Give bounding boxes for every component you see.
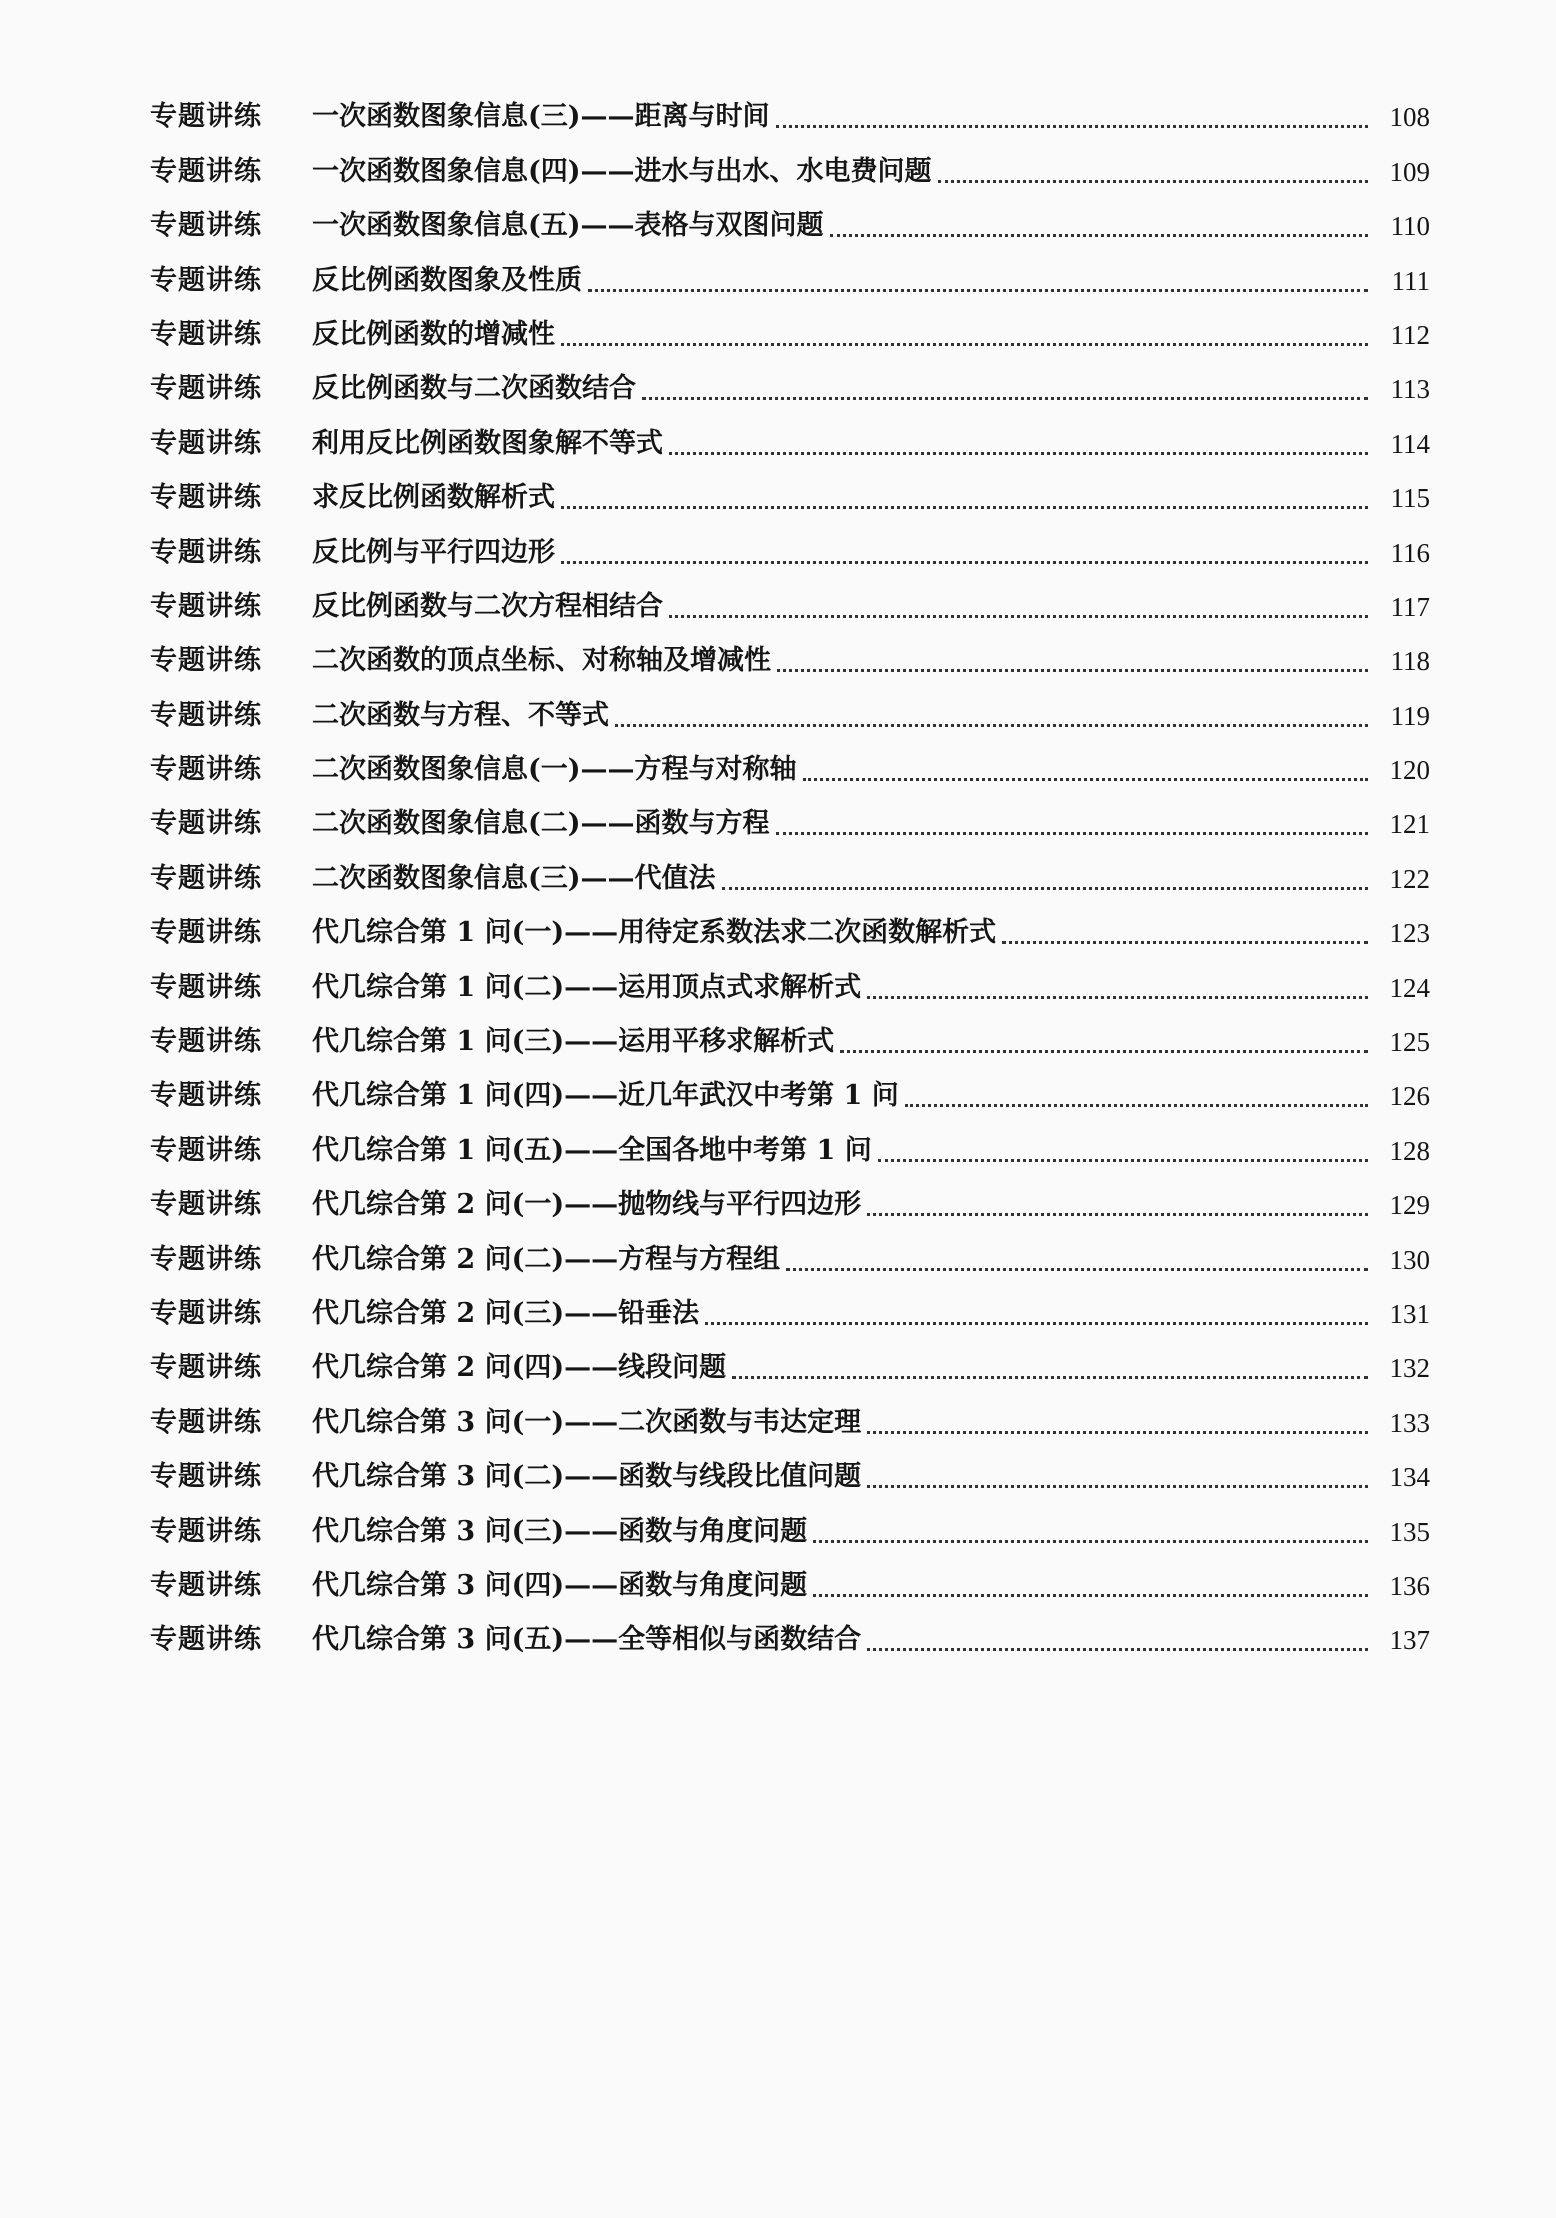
toc-entry-title: 反比例函数图象及性质 bbox=[312, 264, 582, 296]
dot-leader bbox=[803, 778, 1368, 781]
toc-entry-title: 代几综合第 3 问(四)——函数与角度问题 bbox=[312, 1569, 808, 1601]
toc-entry-label: 专题讲练 bbox=[150, 590, 262, 622]
toc-entry[interactable] bbox=[150, 634, 1430, 688]
toc-entry[interactable] bbox=[150, 416, 1430, 470]
toc-entry-label: 专题讲练 bbox=[150, 971, 262, 1003]
toc-entry[interactable] bbox=[150, 1069, 1430, 1123]
dot-leader bbox=[867, 1648, 1368, 1651]
toc-entry-page-number: 131 bbox=[1389, 1298, 1430, 1329]
toc-entry-label: 专题讲练 bbox=[150, 754, 262, 786]
toc-entry-page-number: 125 bbox=[1389, 1027, 1430, 1058]
toc-entry-page-number: 115 bbox=[1390, 483, 1430, 514]
toc-entry-label: 专题讲练 bbox=[150, 1080, 262, 1112]
toc-entry-title: 二次函数图象信息(三)——代值法 bbox=[312, 862, 716, 894]
toc-entry-label: 专题讲练 bbox=[150, 482, 262, 514]
toc-entry-title: 利用反比例函数图象解不等式 bbox=[312, 427, 663, 459]
toc-entry-page-number: 132 bbox=[1389, 1353, 1430, 1384]
toc-entry-label: 专题讲练 bbox=[150, 155, 262, 187]
toc-entry-title: 二次函数与方程、不等式 bbox=[312, 699, 609, 731]
dot-leader bbox=[867, 1485, 1368, 1488]
toc-entry-title: 反比例函数与二次方程相结合 bbox=[312, 590, 663, 622]
toc-entry-title: 反比例与平行四边形 bbox=[312, 536, 555, 568]
toc-entry[interactable] bbox=[150, 308, 1430, 362]
toc-entry-title: 代几综合第 2 问(二)——方程与方程组 bbox=[312, 1243, 781, 1275]
toc-entry-label: 专题讲练 bbox=[150, 1189, 262, 1221]
dot-leader bbox=[588, 289, 1368, 292]
toc-entry-label: 专题讲练 bbox=[150, 1026, 262, 1058]
toc-entry[interactable] bbox=[150, 1123, 1430, 1177]
toc-entry-page-number: 135 bbox=[1389, 1516, 1430, 1547]
toc-entry-page-number: 109 bbox=[1389, 156, 1430, 187]
toc-entry-page-number: 137 bbox=[1389, 1625, 1430, 1656]
dot-leader bbox=[776, 832, 1368, 835]
toc-entry[interactable] bbox=[150, 525, 1430, 579]
dot-leader bbox=[1002, 941, 1368, 944]
toc-entry-label: 专题讲练 bbox=[150, 808, 262, 840]
toc-entry-label: 专题讲练 bbox=[150, 917, 262, 949]
toc-entry-label: 专题讲练 bbox=[150, 862, 262, 894]
toc-entry-page-number: 120 bbox=[1389, 755, 1430, 786]
toc-entry-page-number: 124 bbox=[1389, 972, 1430, 1003]
dot-leader bbox=[705, 1322, 1368, 1325]
toc-entry-title: 代几综合第 2 问(四)——线段问题 bbox=[312, 1352, 727, 1384]
toc-entry-label: 专题讲练 bbox=[150, 1624, 262, 1656]
dot-leader bbox=[786, 1268, 1368, 1271]
toc-entry-label: 专题讲练 bbox=[150, 264, 262, 296]
toc-entry-page-number: 110 bbox=[1390, 211, 1430, 242]
toc-entry-page-number: 114 bbox=[1390, 428, 1430, 459]
table-of-contents bbox=[150, 90, 1430, 1667]
toc-entry-title: 代几综合第 3 问(一)——二次函数与韦达定理 bbox=[312, 1406, 862, 1438]
toc-entry[interactable] bbox=[150, 1613, 1430, 1667]
toc-entry-page-number: 129 bbox=[1389, 1190, 1430, 1221]
toc-entry-page-number: 133 bbox=[1389, 1407, 1430, 1438]
toc-entry-title: 代几综合第 1 问(一)——用待定系数法求二次函数解析式 bbox=[312, 917, 997, 949]
toc-entry-label: 专题讲练 bbox=[150, 373, 262, 405]
toc-entry[interactable] bbox=[150, 1015, 1430, 1069]
toc-entry-title: 一次函数图象信息(五)——表格与双图问题 bbox=[312, 210, 824, 242]
toc-entry[interactable] bbox=[150, 1504, 1430, 1558]
toc-entry-title: 二次函数图象信息(二)——函数与方程 bbox=[312, 808, 770, 840]
toc-entry-page-number: 117 bbox=[1390, 591, 1430, 622]
toc-entry[interactable] bbox=[150, 1450, 1430, 1504]
toc-entry[interactable] bbox=[150, 1559, 1430, 1613]
toc-entry[interactable] bbox=[150, 1232, 1430, 1286]
toc-entry-page-number: 121 bbox=[1389, 809, 1430, 840]
dot-leader bbox=[878, 1159, 1368, 1162]
dot-leader bbox=[813, 1594, 1368, 1597]
toc-entry[interactable] bbox=[150, 253, 1430, 307]
toc-entry-label: 专题讲练 bbox=[150, 427, 262, 459]
dot-leader bbox=[561, 561, 1368, 564]
toc-entry-label: 专题讲练 bbox=[150, 1461, 262, 1493]
toc-entry-page-number: 116 bbox=[1390, 537, 1430, 568]
toc-entry-page-number: 119 bbox=[1390, 700, 1430, 731]
toc-entry-title: 代几综合第 1 问(二)——运用顶点式求解析式 bbox=[312, 971, 862, 1003]
toc-entry-page-number: 111 bbox=[1391, 265, 1430, 296]
toc-entry-title: 反比例函数的增减性 bbox=[312, 318, 555, 350]
dot-leader bbox=[777, 669, 1368, 672]
toc-entry-page-number: 122 bbox=[1389, 863, 1430, 894]
toc-entry-page-number: 134 bbox=[1389, 1462, 1430, 1493]
toc-entry[interactable] bbox=[150, 199, 1430, 253]
toc-entry-label: 专题讲练 bbox=[150, 101, 262, 133]
toc-entry[interactable] bbox=[150, 851, 1430, 905]
toc-entry-label: 专题讲练 bbox=[150, 1352, 262, 1384]
toc-entry-title: 求反比例函数解析式 bbox=[312, 482, 555, 514]
dot-leader bbox=[867, 1431, 1368, 1434]
dot-leader bbox=[905, 1104, 1368, 1107]
dot-leader bbox=[615, 724, 1368, 727]
toc-entry-title: 代几综合第 2 问(一)——抛物线与平行四边形 bbox=[312, 1189, 862, 1221]
dot-leader bbox=[840, 1050, 1368, 1053]
toc-entry[interactable] bbox=[150, 960, 1430, 1014]
toc-entry[interactable] bbox=[150, 743, 1430, 797]
toc-entry-label: 专题讲练 bbox=[150, 1569, 262, 1601]
toc-entry-page-number: 130 bbox=[1389, 1244, 1430, 1275]
toc-entry-label: 专题讲练 bbox=[150, 1515, 262, 1547]
toc-entry-label: 专题讲练 bbox=[150, 1297, 262, 1329]
dot-leader bbox=[561, 343, 1368, 346]
toc-entry-label: 专题讲练 bbox=[150, 210, 262, 242]
toc-entry[interactable] bbox=[150, 1287, 1430, 1341]
toc-entry-page-number: 123 bbox=[1389, 918, 1430, 949]
dot-leader bbox=[732, 1376, 1368, 1379]
dot-leader bbox=[867, 996, 1368, 999]
toc-entry-title: 一次函数图象信息(四)——进水与出水、水电费问题 bbox=[312, 155, 932, 187]
toc-entry-label: 专题讲练 bbox=[150, 699, 262, 731]
toc-entry[interactable] bbox=[150, 90, 1430, 144]
toc-entry-title: 代几综合第 1 问(四)——近几年武汉中考第 1 问 bbox=[312, 1080, 899, 1112]
toc-entry[interactable] bbox=[150, 580, 1430, 634]
toc-entry-page-number: 128 bbox=[1389, 1135, 1430, 1166]
toc-entry-label: 专题讲练 bbox=[150, 536, 262, 568]
toc-entry[interactable] bbox=[150, 906, 1430, 960]
toc-entry[interactable] bbox=[150, 1178, 1430, 1232]
toc-entry-label: 专题讲练 bbox=[150, 645, 262, 677]
toc-entry[interactable] bbox=[150, 144, 1430, 198]
toc-entry-title: 反比例函数与二次函数结合 bbox=[312, 373, 636, 405]
toc-entry-page-number: 126 bbox=[1389, 1081, 1430, 1112]
toc-entry[interactable] bbox=[150, 1395, 1430, 1449]
toc-entry-label: 专题讲练 bbox=[150, 1406, 262, 1438]
dot-leader bbox=[722, 887, 1368, 890]
dot-leader bbox=[561, 506, 1368, 509]
toc-entry[interactable] bbox=[150, 471, 1430, 525]
dot-leader bbox=[830, 234, 1368, 237]
toc-entry-page-number: 136 bbox=[1389, 1570, 1430, 1601]
toc-entry-label: 专题讲练 bbox=[150, 318, 262, 350]
dot-leader bbox=[669, 615, 1368, 618]
toc-entry-label: 专题讲练 bbox=[150, 1243, 262, 1275]
toc-entry-title: 代几综合第 3 问(五)——全等相似与函数结合 bbox=[312, 1624, 862, 1656]
toc-entry[interactable] bbox=[150, 797, 1430, 851]
toc-entry-page-number: 118 bbox=[1390, 646, 1430, 677]
toc-entry-page-number: 112 bbox=[1390, 319, 1430, 350]
toc-entry-title: 代几综合第 2 问(三)——铅垂法 bbox=[312, 1297, 700, 1329]
dot-leader bbox=[867, 1213, 1368, 1216]
dot-leader bbox=[776, 125, 1368, 128]
dot-leader bbox=[669, 452, 1368, 455]
dot-leader bbox=[813, 1540, 1368, 1543]
toc-entry-title: 代几综合第 1 问(五)——全国各地中考第 1 问 bbox=[312, 1134, 872, 1166]
toc-entry-title: 代几综合第 3 问(二)——函数与线段比值问题 bbox=[312, 1461, 862, 1493]
toc-entry-title: 代几综合第 1 问(三)——运用平移求解析式 bbox=[312, 1026, 835, 1058]
toc-entry-title: 二次函数的顶点坐标、对称轴及增减性 bbox=[312, 645, 771, 677]
toc-entry-title: 一次函数图象信息(三)——距离与时间 bbox=[312, 101, 770, 133]
toc-entry-title: 二次函数图象信息(一)——方程与对称轴 bbox=[312, 754, 797, 786]
toc-entry-title: 代几综合第 3 问(三)——函数与角度问题 bbox=[312, 1515, 808, 1547]
dot-leader bbox=[938, 180, 1368, 183]
toc-entry[interactable] bbox=[150, 362, 1430, 416]
toc-entry-page-number: 113 bbox=[1390, 374, 1430, 405]
toc-entry[interactable] bbox=[150, 688, 1430, 742]
toc-entry-label: 专题讲练 bbox=[150, 1134, 262, 1166]
dot-leader bbox=[642, 397, 1368, 400]
toc-entry-page-number: 108 bbox=[1389, 102, 1430, 133]
toc-entry[interactable] bbox=[150, 1341, 1430, 1395]
